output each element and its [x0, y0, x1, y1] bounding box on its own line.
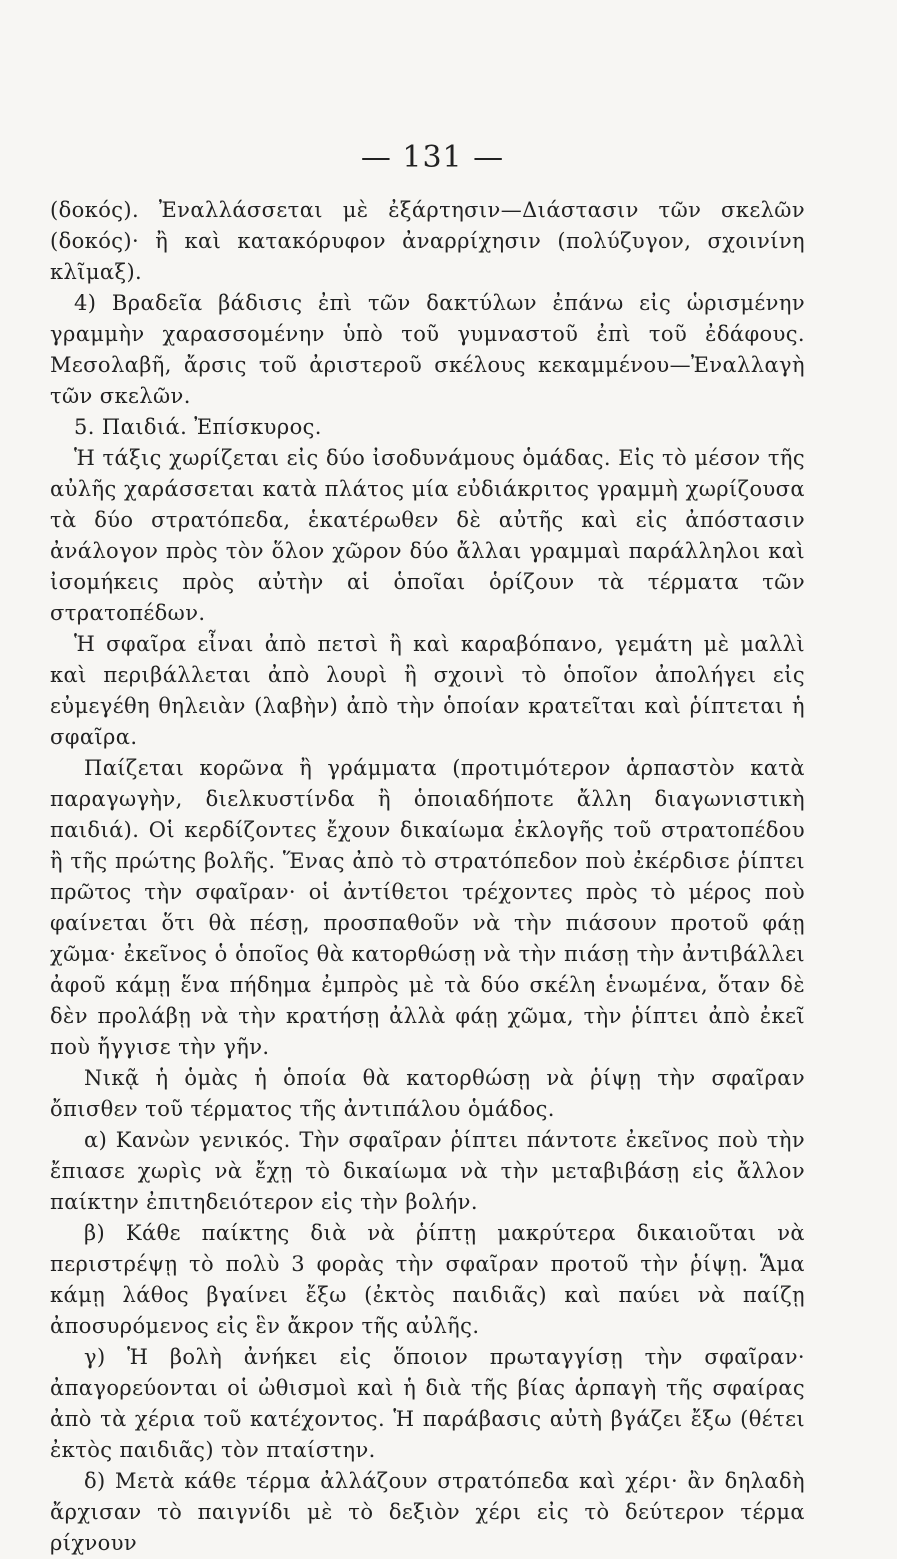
paragraph-teams: Ἡ τάξις χωρίζεται εἰς δύο ἰσοδυνάμους ὁμάδας. Εἰς τὸ μέσον τῆς αὐλῆς χαράσσεται κατὰ πλάτος μία εὐδιάκριτος γραμμὴ χωρίζουσα τὰ δύο στρατόπεδα, ἑκατέρωθεν δὲ αὐτῆς καὶ εἰς ἀπόστασιν ἀνάλογον πρὸς τὸν ὅλον χῶρον δύο ἄλλαι γραμμαὶ παράλληλοι καὶ ἰσομήκεις πρὸς αὐτὴν αἱ ὁποῖαι ὁρίζουν τὰ τέρματα τῶν στρατοπέδων.	[50, 446, 805, 625]
paragraph-ball: Ἡ σφαῖρα εἶναι ἀπὸ πετσὶ ἢ καὶ καραβόπανο, γεμάτη μὲ μαλλὶ καὶ περιβάλλεται ἀπὸ λουρὶ ἢ σχοινὶ τὸ ὁποῖον ἀπολήγει εἰς εὐμεγέθη θηλειὰν (λαβὴν) ἀπὸ τὴν ὁποίαν κρατεῖται καὶ ῥίπτεται ἡ σφαῖρα.	[50, 632, 805, 749]
section-heading-game: 5. Παιδιά. Ἐπίσκυρος.	[74, 415, 322, 439]
paragraph-play: Παίζεται κορῶνα ἢ γράμματα (προτιμότερον ἁρπαστὸν κατὰ παραγωγὴν, διελκυστίνδα ἢ ὁποιαδήποτε ἄλλη διαγωνιστικὴ παιδιά). Οἱ κερδίζοντες ἔχουν δικαίωμα ἐκλογῆς τοῦ στρατοπέδου ἢ τῆς πρώτης βολῆς. Ἕνας ἀπὸ τὸ στρατόπεδον ποὺ ἐκέρδισε ῥίπτει πρῶτος τὴν σφαῖραν· οἱ ἀντίθετοι τρέχοντες πρὸς τὸ μέρος ποὺ φαίνεται ὅτι θὰ πέσῃ, προσπαθοῦν νὰ τὴν πιάσουν προτοῦ φάῃ χῶμα· ἐκεῖνος ὁ ὁποῖος θὰ κατορθώσῃ νὰ τὴν πιάσῃ τὴν ἀντιβάλλει ἀφοῦ κάμῃ ἕνα πήδημα ἐμπρὸς μὲ τὰ δύο σκέλη ἑνωμένα, ὅταν δὲ δὲν προλάβῃ νὰ τὴν κρατήσῃ ἀλλὰ φάῃ χῶμα, τὴν ῥίπτει ἀπὸ ἐκεῖ ποὺ ἤγγισε τὴν γῆν.	[50, 756, 805, 1059]
paragraph-winner: Νικᾷ ἡ ὁμὰς ἡ ὁποία θὰ κατορθώσῃ νὰ ῥίψῃ τὴν σφαῖραν ὄπισθεν τοῦ τέρματος τῆς ἀντιπάλου ὁμάδος.	[50, 1066, 805, 1121]
page-body-text	[50, 195, 805, 1559]
rule-c: γ) Ἡ βολὴ ἀνήκει εἰς ὅποιον πρωταγγίσῃ τὴν σφαῖραν· ἀπαγορεύονται οἱ ὠθισμοὶ καὶ ἡ διὰ τῆς βίας ἁρπαγὴ τῆς σφαίρας ἀπὸ τὰ χέρια τοῦ κατέχοντος. Ἡ παράβασις αὐτὴ βγάζει ἔξω (θέτει ἐκτὸς παιδιᾶς) τὸν πταίστην.	[50, 1345, 805, 1462]
paragraph-exercise-4: 4) Βραδεῖα βάδισις ἐπὶ τῶν δακτύλων ἐπάνω εἰς ὡρισμένην γραμμὴν χαρασσομένην ὑπὸ τοῦ γυμναστοῦ ἐπὶ τοῦ ἐδάφους. Μεσολαβῆ, ἄρσις τοῦ ἀριστεροῦ σκέλους κεκαμμένου—Ἐναλλαγὴ τῶν σκελῶν.	[50, 291, 805, 408]
rule-d: δ) Μετὰ κάθε τέρμα ἀλλάζουν στρατόπεδα καὶ χέρι· ἂν δηλαδὴ ἄρχισαν τὸ παιγνίδι μὲ τὸ δεξιὸν χέρι εἰς τὸ δεύτερον τέρμα ρίχνουν	[50, 1469, 805, 1555]
rule-a: α) Κανὼν γενικός. Τὴν σφαῖραν ῥίπτει πάντοτε ἐκεῖνος ποὺ τὴν ἔπιασε χωρὶς νὰ ἔχῃ τὸ δικαίωμα νὰ τὴν μεταβιβάσῃ εἰς ἄλλον παίκτην ἐπιτηδειότερον εἰς τὴν βολήν.	[50, 1128, 805, 1214]
paragraph-continuation: (δοκός). Ἐναλλάσσεται μὲ ἐξάρτησιν—Διάστασιν τῶν σκελῶν (δοκός)· ἢ καὶ κατακόρυφον ἀναρρίχησιν (πολύζυγον, σχοινίνη κλῖμαξ).	[50, 198, 805, 284]
page-number: — 131 —	[360, 140, 505, 175]
rule-b: β) Κάθε παίκτης διὰ νὰ ῥίπτῃ μακρύτερα δικαιοῦται νὰ περιστρέψῃ τὸ πολὺ 3 φορὰς τὴν σφαῖραν προτοῦ τὴν ῥίψῃ. Ἅμα κάμῃ λάθος βγαίνει ἔξω (ἐκτὸς παιδιᾶς) καὶ παύει νὰ παίζῃ ἀποσυρόμενος εἰς ἓν ἄκρον τῆς αὐλῆς.	[50, 1221, 805, 1338]
